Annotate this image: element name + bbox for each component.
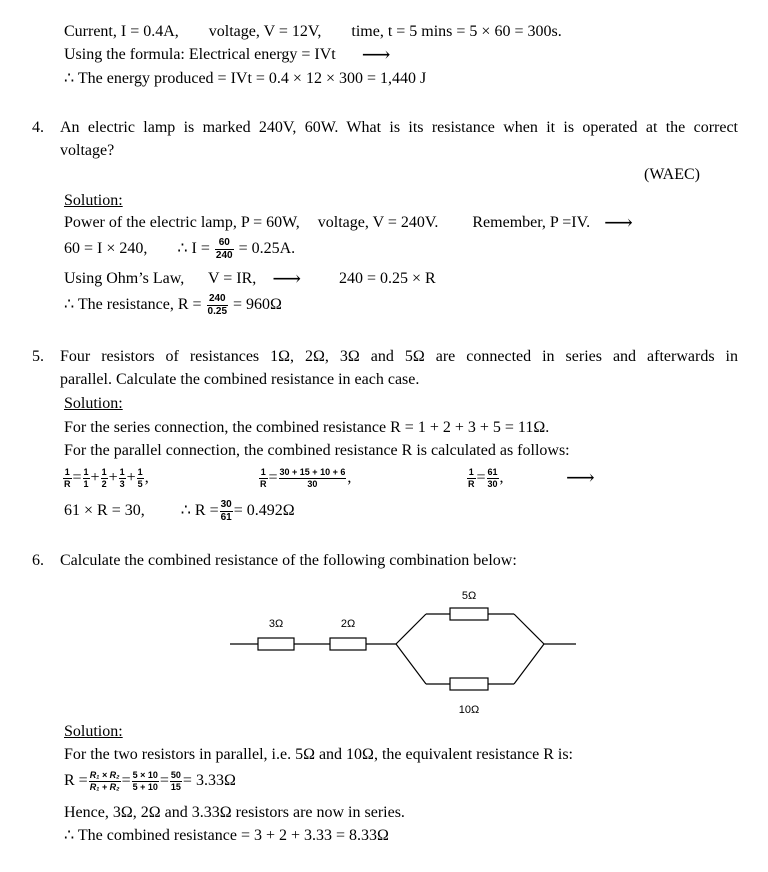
- resistor-10ohm: [450, 678, 488, 690]
- resistor-3ohm: [258, 638, 294, 650]
- denominator: 0.25: [207, 305, 228, 317]
- ohms-law-eq: V = IR,: [208, 270, 257, 287]
- numerator: 1: [64, 466, 70, 477]
- current-result: = 0.25A.: [238, 240, 296, 257]
- series-note: Hence, 3Ω, 2Ω and 3.33Ω resistors are now in series.: [64, 804, 405, 821]
- voltage-text: voltage, V = 240V.: [317, 214, 439, 231]
- wire: [514, 614, 544, 644]
- fraction: [132, 771, 159, 792]
- formula-result: = 3.33Ω: [182, 772, 236, 789]
- remember-text: Remember, P =IV.: [472, 214, 591, 231]
- energy-result: ∴ The energy produced = IVt = 0.4 × 12 × 300 = 1,440 J: [64, 70, 427, 87]
- label-5ohm: 5Ω: [461, 590, 477, 602]
- question-number: 6.: [32, 552, 44, 569]
- denominator: 2: [101, 478, 107, 489]
- resistance-result: = 960Ω: [233, 296, 282, 313]
- parallel-eq-1: $\frac{1}{R}$ = $\frac{1}{1}$ + $\frac{1}{2}$ + $\frac{1}{3}$ + $\frac{1}{5}$ ,: [64, 466, 149, 489]
- solution-heading: Solution:: [64, 723, 123, 740]
- voltage-text: voltage, V = 12V,: [208, 23, 322, 40]
- numerator: 50: [170, 769, 181, 780]
- final-result: ∴ The combined resistance = 3 + 2 + 3.33 = 8.33Ω: [64, 827, 389, 844]
- result-value: = 0.492Ω: [233, 502, 295, 519]
- denominator: 3: [119, 478, 125, 489]
- current-text: Current, I = 0.4A,: [64, 23, 179, 40]
- time-text: time, t = 5 mins = 5 × 60 = 300s.: [351, 23, 562, 40]
- resistor-5ohm: [450, 608, 488, 620]
- equation-text: 60 = I × 240,: [64, 240, 148, 257]
- numerator: 1: [101, 466, 107, 477]
- substitution-eq: 240 = 0.25 × R: [338, 270, 436, 287]
- arrow-icon: ⟶: [566, 467, 595, 490]
- denominator: 15: [170, 781, 181, 792]
- numerator: 61: [487, 466, 498, 477]
- denominator: 30: [307, 478, 318, 489]
- numerator: 1: [468, 466, 474, 477]
- current-eq: ∴ I =: [177, 240, 210, 257]
- question-text: Calculate the combined resistance of the following combination below:: [60, 552, 517, 569]
- question-text-cont: parallel. Calculate the combined resistance in each case.: [60, 371, 420, 388]
- denominator: 5: [137, 478, 143, 489]
- fraction: [170, 771, 182, 792]
- question-text-cont: voltage?: [60, 142, 115, 159]
- denominator: R: [260, 478, 267, 489]
- ohms-law-text: Using Ohm’s Law,: [64, 270, 185, 287]
- formula-text: Using the formula: Electrical energy = IVt: [64, 46, 336, 63]
- label-2ohm: 2Ω: [340, 618, 356, 630]
- denominator: R: [64, 478, 71, 489]
- formula-label: R =: [64, 772, 88, 789]
- wire: [396, 644, 426, 684]
- question-text: An electric lamp is marked 240V, 60W. What is its resistance when it is operated at the correct: [60, 119, 738, 136]
- series-result: For the series connection, the combined resistance R = 1 + 2 + 3 + 5 = 11Ω.: [64, 419, 550, 436]
- wire: [396, 614, 426, 644]
- arrow-icon: ⟶: [272, 268, 301, 291]
- denominator: 240: [215, 249, 233, 261]
- denominator: 30: [487, 478, 498, 489]
- numerator: 1: [83, 466, 89, 477]
- numerator: 1: [137, 466, 143, 477]
- denominator: R₁ + R₂: [89, 781, 120, 792]
- question-text: Four resistors of resistances 1Ω, 2Ω, 3Ω and 5Ω are connected in series and afterwards in: [60, 348, 738, 365]
- numerator: 60: [215, 238, 234, 250]
- parallel-intro: For the parallel connection, the combined resistance R is calculated as follows:: [64, 442, 570, 459]
- label-10ohm: 10Ω: [458, 704, 480, 716]
- power-text: Power of the electric lamp, P = 60W,: [64, 214, 300, 231]
- result-label: ∴ R =: [180, 502, 219, 519]
- parallel-eq-2: $\frac{1}{R}$ = $\frac{30 + 15 + 10 + 6}{30}$ ,: [260, 466, 352, 489]
- numerator: 30 + 15 + 10 + 6: [279, 466, 346, 477]
- denominator: 61: [220, 511, 232, 523]
- solution-heading: Solution:: [64, 395, 123, 412]
- source-label: (WAEC): [644, 166, 700, 183]
- wire: [514, 644, 544, 684]
- denominator: 5 + 10: [132, 781, 158, 792]
- label-3ohm: 3Ω: [268, 618, 284, 630]
- numerator: 1: [260, 466, 266, 477]
- numerator: 5 × 10: [132, 769, 158, 780]
- resistance-label: ∴ The resistance, R =: [64, 296, 202, 313]
- arrow-icon: ⟶: [361, 44, 391, 67]
- denominator: 1: [83, 478, 89, 489]
- numerator: 1: [119, 466, 125, 477]
- resistor-2ohm: [330, 638, 366, 650]
- solution-heading: Solution:: [64, 192, 123, 209]
- parallel-eq-3: $\frac{1}{R}$ = $\frac{61}{30}$ ,: [468, 466, 504, 489]
- equation-text: 61 × R = 30,: [64, 502, 145, 519]
- question-number: 4.: [32, 119, 44, 136]
- parallel-intro: For the two resistors in parallel, i.e. 5Ω and 10Ω, the equivalent resistance R is:: [64, 746, 573, 763]
- arrow-icon: ⟶: [604, 212, 633, 235]
- denominator: R: [468, 478, 475, 489]
- parallel-formula: R = $\frac{\text{R₁ × R₂}}{\text{R₁ + R₂}}$ = $\frac{5 \times 10}{5 + 10}$ = $\frac{50}{15}$ = 3.33Ω: [64, 769, 236, 792]
- numerator: 240: [207, 294, 228, 306]
- fraction: [89, 771, 121, 792]
- question-number: 5.: [32, 348, 44, 365]
- numerator: R₁ × R₂: [89, 769, 120, 780]
- numerator: 30: [220, 498, 232, 510]
